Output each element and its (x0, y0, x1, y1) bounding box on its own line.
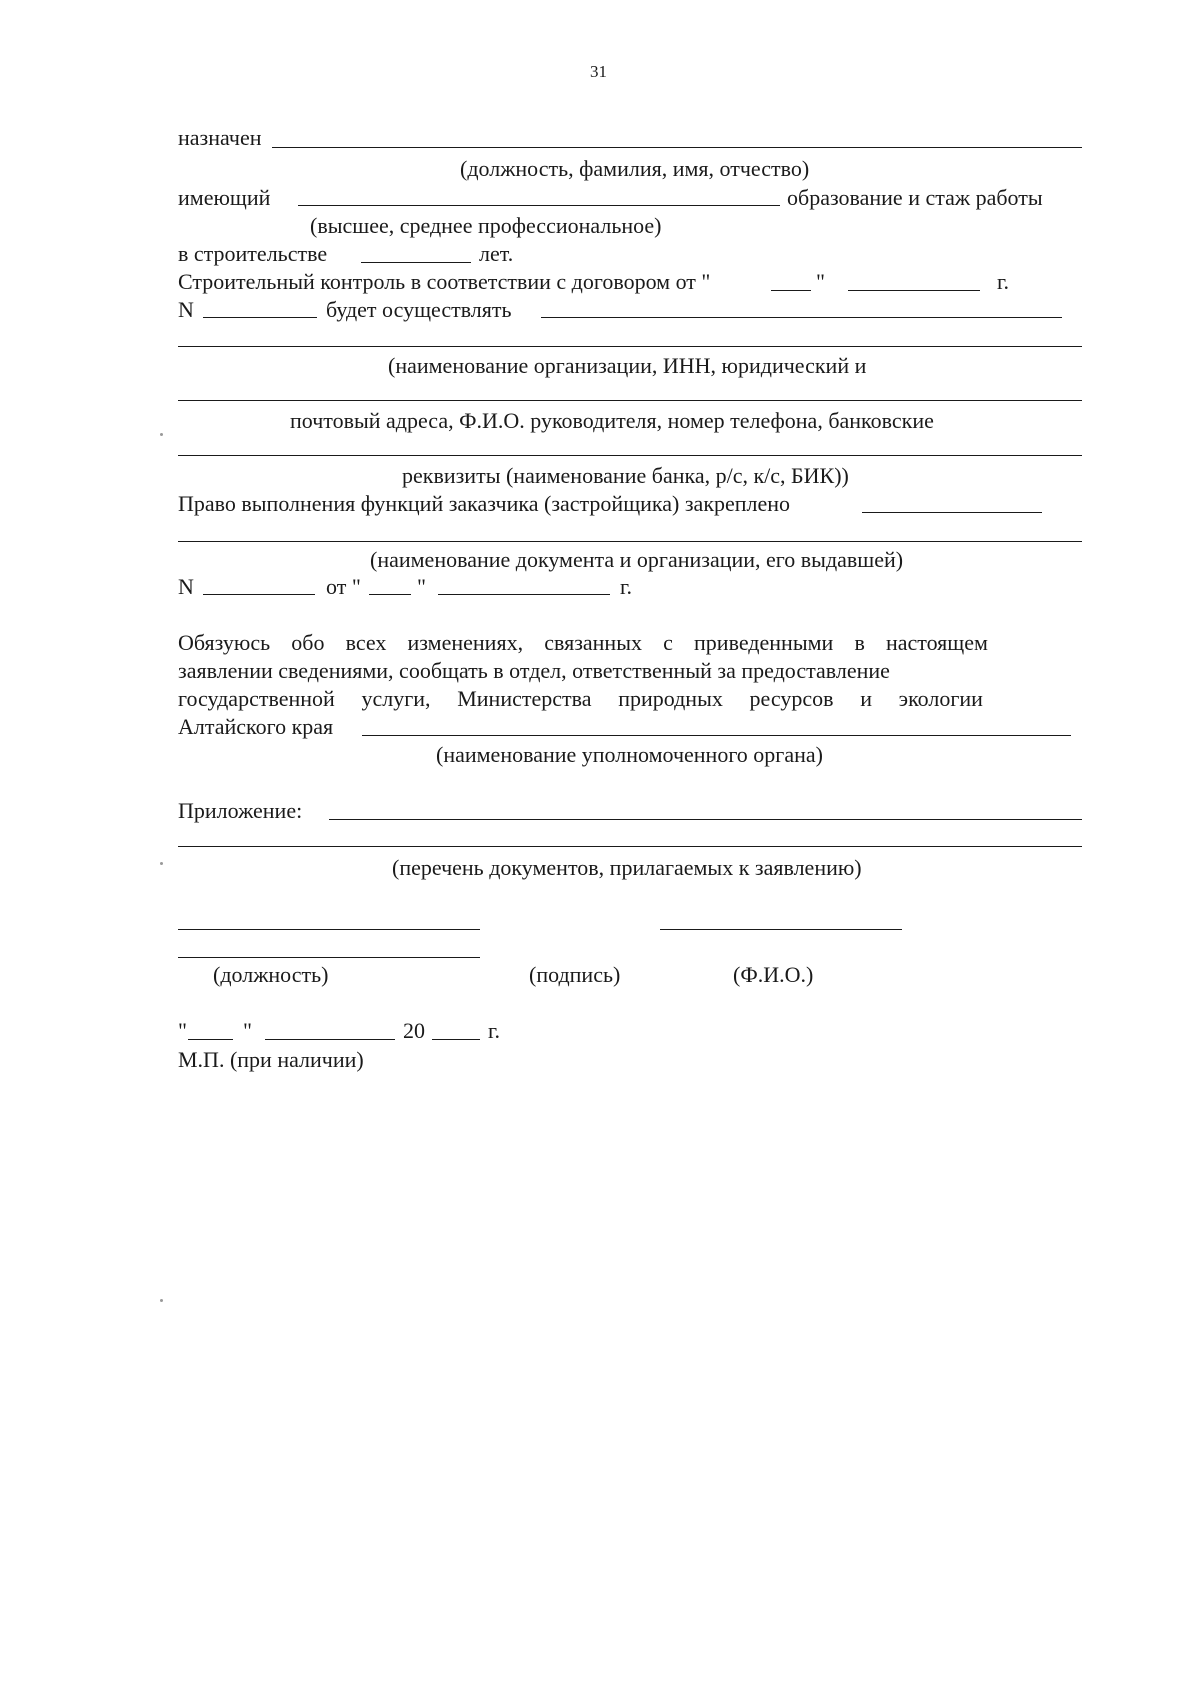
customer-right-text: Право выполнения функций заказчика (застройщика) закреплено (178, 491, 791, 516)
date-century: 20 (403, 1018, 425, 1043)
customer-right-line-1[interactable] (862, 512, 1042, 513)
date-quote-close: " (243, 1018, 252, 1043)
education-suffix: образование и стаж работы (787, 185, 1043, 210)
performer-line-1[interactable] (541, 317, 1062, 318)
document-from-label: от " (326, 574, 361, 599)
performer-line-4[interactable] (178, 455, 1082, 456)
performer-line-2[interactable] (178, 346, 1082, 347)
position-line-1[interactable] (178, 929, 480, 930)
document-quote: " (417, 574, 426, 599)
customer-right-line-2[interactable] (178, 541, 1082, 542)
scan-speck (160, 1299, 163, 1302)
attachment-line-1[interactable] (329, 819, 1082, 820)
obligation-line-3 (178, 688, 983, 710)
obligation-line-1 (178, 632, 988, 654)
org-caption-3: реквизиты (наименование банка, р/с, к/с, БИК)) (402, 463, 849, 488)
attachment-caption: (перечень документов, прилагаемых к заявлению) (392, 855, 862, 880)
name-caption: (Ф.И.О.) (733, 962, 814, 987)
document-day-line[interactable] (369, 594, 411, 595)
date-year-suffix: г. (488, 1018, 501, 1043)
attachment-label: Приложение: (178, 798, 303, 823)
obligation-word: природных (618, 686, 723, 711)
obligation-line-2: заявлении сведениями, сообщать в отдел, ответственный за предоставление (178, 658, 890, 683)
document-year-suffix: г. (620, 574, 633, 599)
obligation-word: Обязуюсь (178, 630, 271, 655)
obligation-word: в (854, 630, 865, 655)
obligation-word: всех (345, 630, 387, 655)
page-number: 31 (590, 62, 607, 81)
experience-years-line[interactable] (361, 262, 471, 263)
performer-line-3[interactable] (178, 400, 1082, 401)
obligation-word: услуги, (361, 686, 431, 711)
document-number-label: N (178, 574, 194, 599)
education-caption: (высшее, среднее профессиональное) (310, 213, 662, 238)
contract-number-label: N (178, 297, 194, 322)
obligation-word: настоящем (885, 630, 988, 655)
org-caption-2: почтовый адреса, Ф.И.О. руководителя, номер телефона, банковские (290, 408, 934, 433)
contract-day-line[interactable] (771, 290, 811, 291)
appointed-field-line[interactable] (272, 147, 1082, 148)
construction-label: в строительстве (178, 241, 328, 266)
attachment-line-2[interactable] (178, 846, 1082, 847)
obligation-word: связанных (544, 630, 642, 655)
document-month-line[interactable] (438, 594, 610, 595)
obligation-word: экологии (898, 686, 983, 711)
date-year-line[interactable] (432, 1039, 480, 1040)
date-quote-open: " (178, 1018, 187, 1043)
document-number-line[interactable] (203, 594, 315, 595)
obligation-word: и (860, 686, 872, 711)
org-caption-1: (наименование организации, ИНН, юридический и (388, 353, 867, 378)
appointed-label: назначен (178, 125, 262, 150)
date-month-line[interactable] (265, 1039, 395, 1040)
document-caption: (наименование документа и организации, его выдавшей) (370, 547, 904, 572)
contract-quote: " (816, 269, 825, 294)
contract-number-line[interactable] (203, 317, 317, 318)
signature-caption: (подпись) (529, 962, 621, 987)
obligation-word: обо (291, 630, 325, 655)
date-day-line[interactable] (188, 1039, 233, 1040)
years-label: лет. (479, 241, 514, 266)
will-perform-text: будет осуществлять (326, 297, 512, 322)
obligation-word: приведенными (694, 630, 834, 655)
position-line-2[interactable] (178, 957, 480, 958)
obligation-word: изменениях, (407, 630, 524, 655)
having-label: имеющий (178, 185, 271, 210)
scan-speck (160, 433, 163, 436)
appointed-caption: (должность, фамилия, имя, отчество) (460, 156, 810, 181)
obligation-line-4: Алтайского края (178, 714, 334, 739)
control-contract-text: Строительный контроль в соответствии с договором от " (178, 269, 711, 294)
education-field-line[interactable] (298, 205, 780, 206)
authorized-body-line[interactable] (362, 735, 1071, 736)
position-caption: (должность) (213, 962, 329, 987)
obligation-word: ресурсов (749, 686, 834, 711)
contract-month-line[interactable] (848, 290, 980, 291)
obligation-word: Министерства (457, 686, 592, 711)
name-line[interactable] (660, 929, 902, 930)
obligation-word: с (663, 630, 673, 655)
stamp-label: М.П. (при наличии) (178, 1047, 364, 1072)
obligation-word: государственной (178, 686, 335, 711)
contract-year-suffix: г. (997, 269, 1010, 294)
authorized-body-caption: (наименование уполномоченного органа) (436, 742, 823, 767)
scan-speck (160, 862, 163, 865)
